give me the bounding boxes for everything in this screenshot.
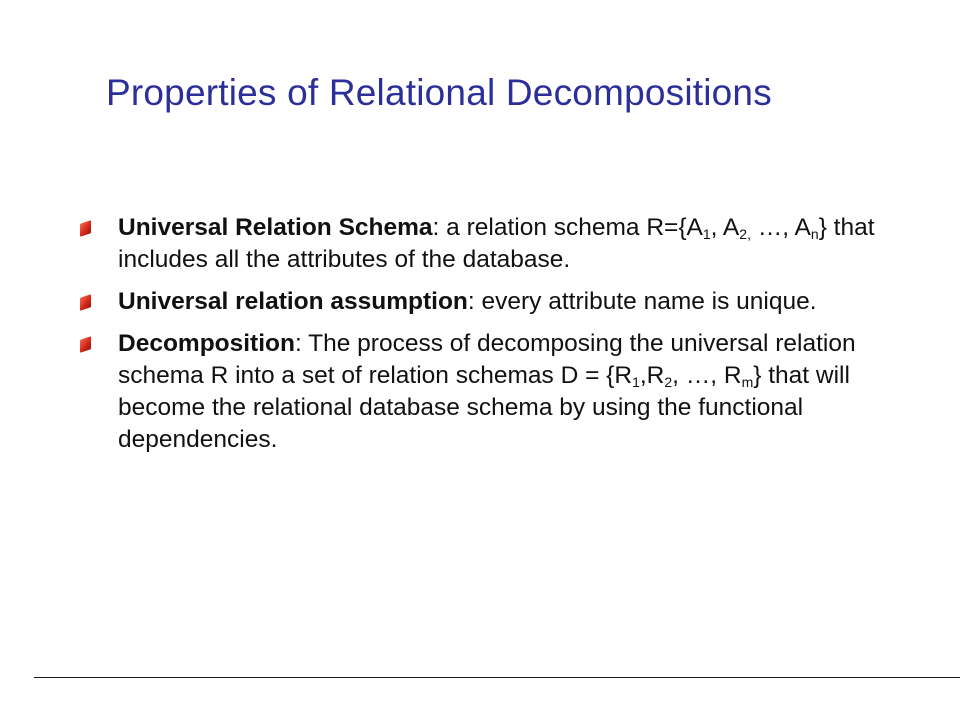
bullet-text: Decomposition: The process of decomposing the universal relation schema R into a set of relation schemas $D = \{R_1,R_2$, …, $R_m$} that will become the relational database schema by using the functional dependencies. <box>118 330 856 453</box>
bullet-text: Universal relation assumption: every attribute name is unique. <box>118 288 817 315</box>
bullet-list <box>80 212 930 466</box>
bullet-term: Universal Relation Schema <box>118 214 433 241</box>
bullet-marker-icon <box>80 336 91 353</box>
bullet-marker-icon <box>80 294 91 311</box>
slide-title: Properties of Relational Decompositions <box>106 72 772 113</box>
bullet-universal-relation-schema <box>80 212 930 276</box>
bullet-marker-icon <box>80 220 91 237</box>
bullet-term: Decomposition <box>118 330 295 357</box>
bullet-decomposition <box>80 328 930 456</box>
bullet-text: Universal Relation Schema: a relation schema $R=\{A_1$, $A_{2,}$ …, $A_n$} that includes all the attributes of the database. <box>118 214 875 273</box>
bullet-universal-relation-assumption <box>80 286 930 318</box>
bullet-term: Universal relation assumption <box>118 288 468 315</box>
footer-divider <box>34 677 960 678</box>
